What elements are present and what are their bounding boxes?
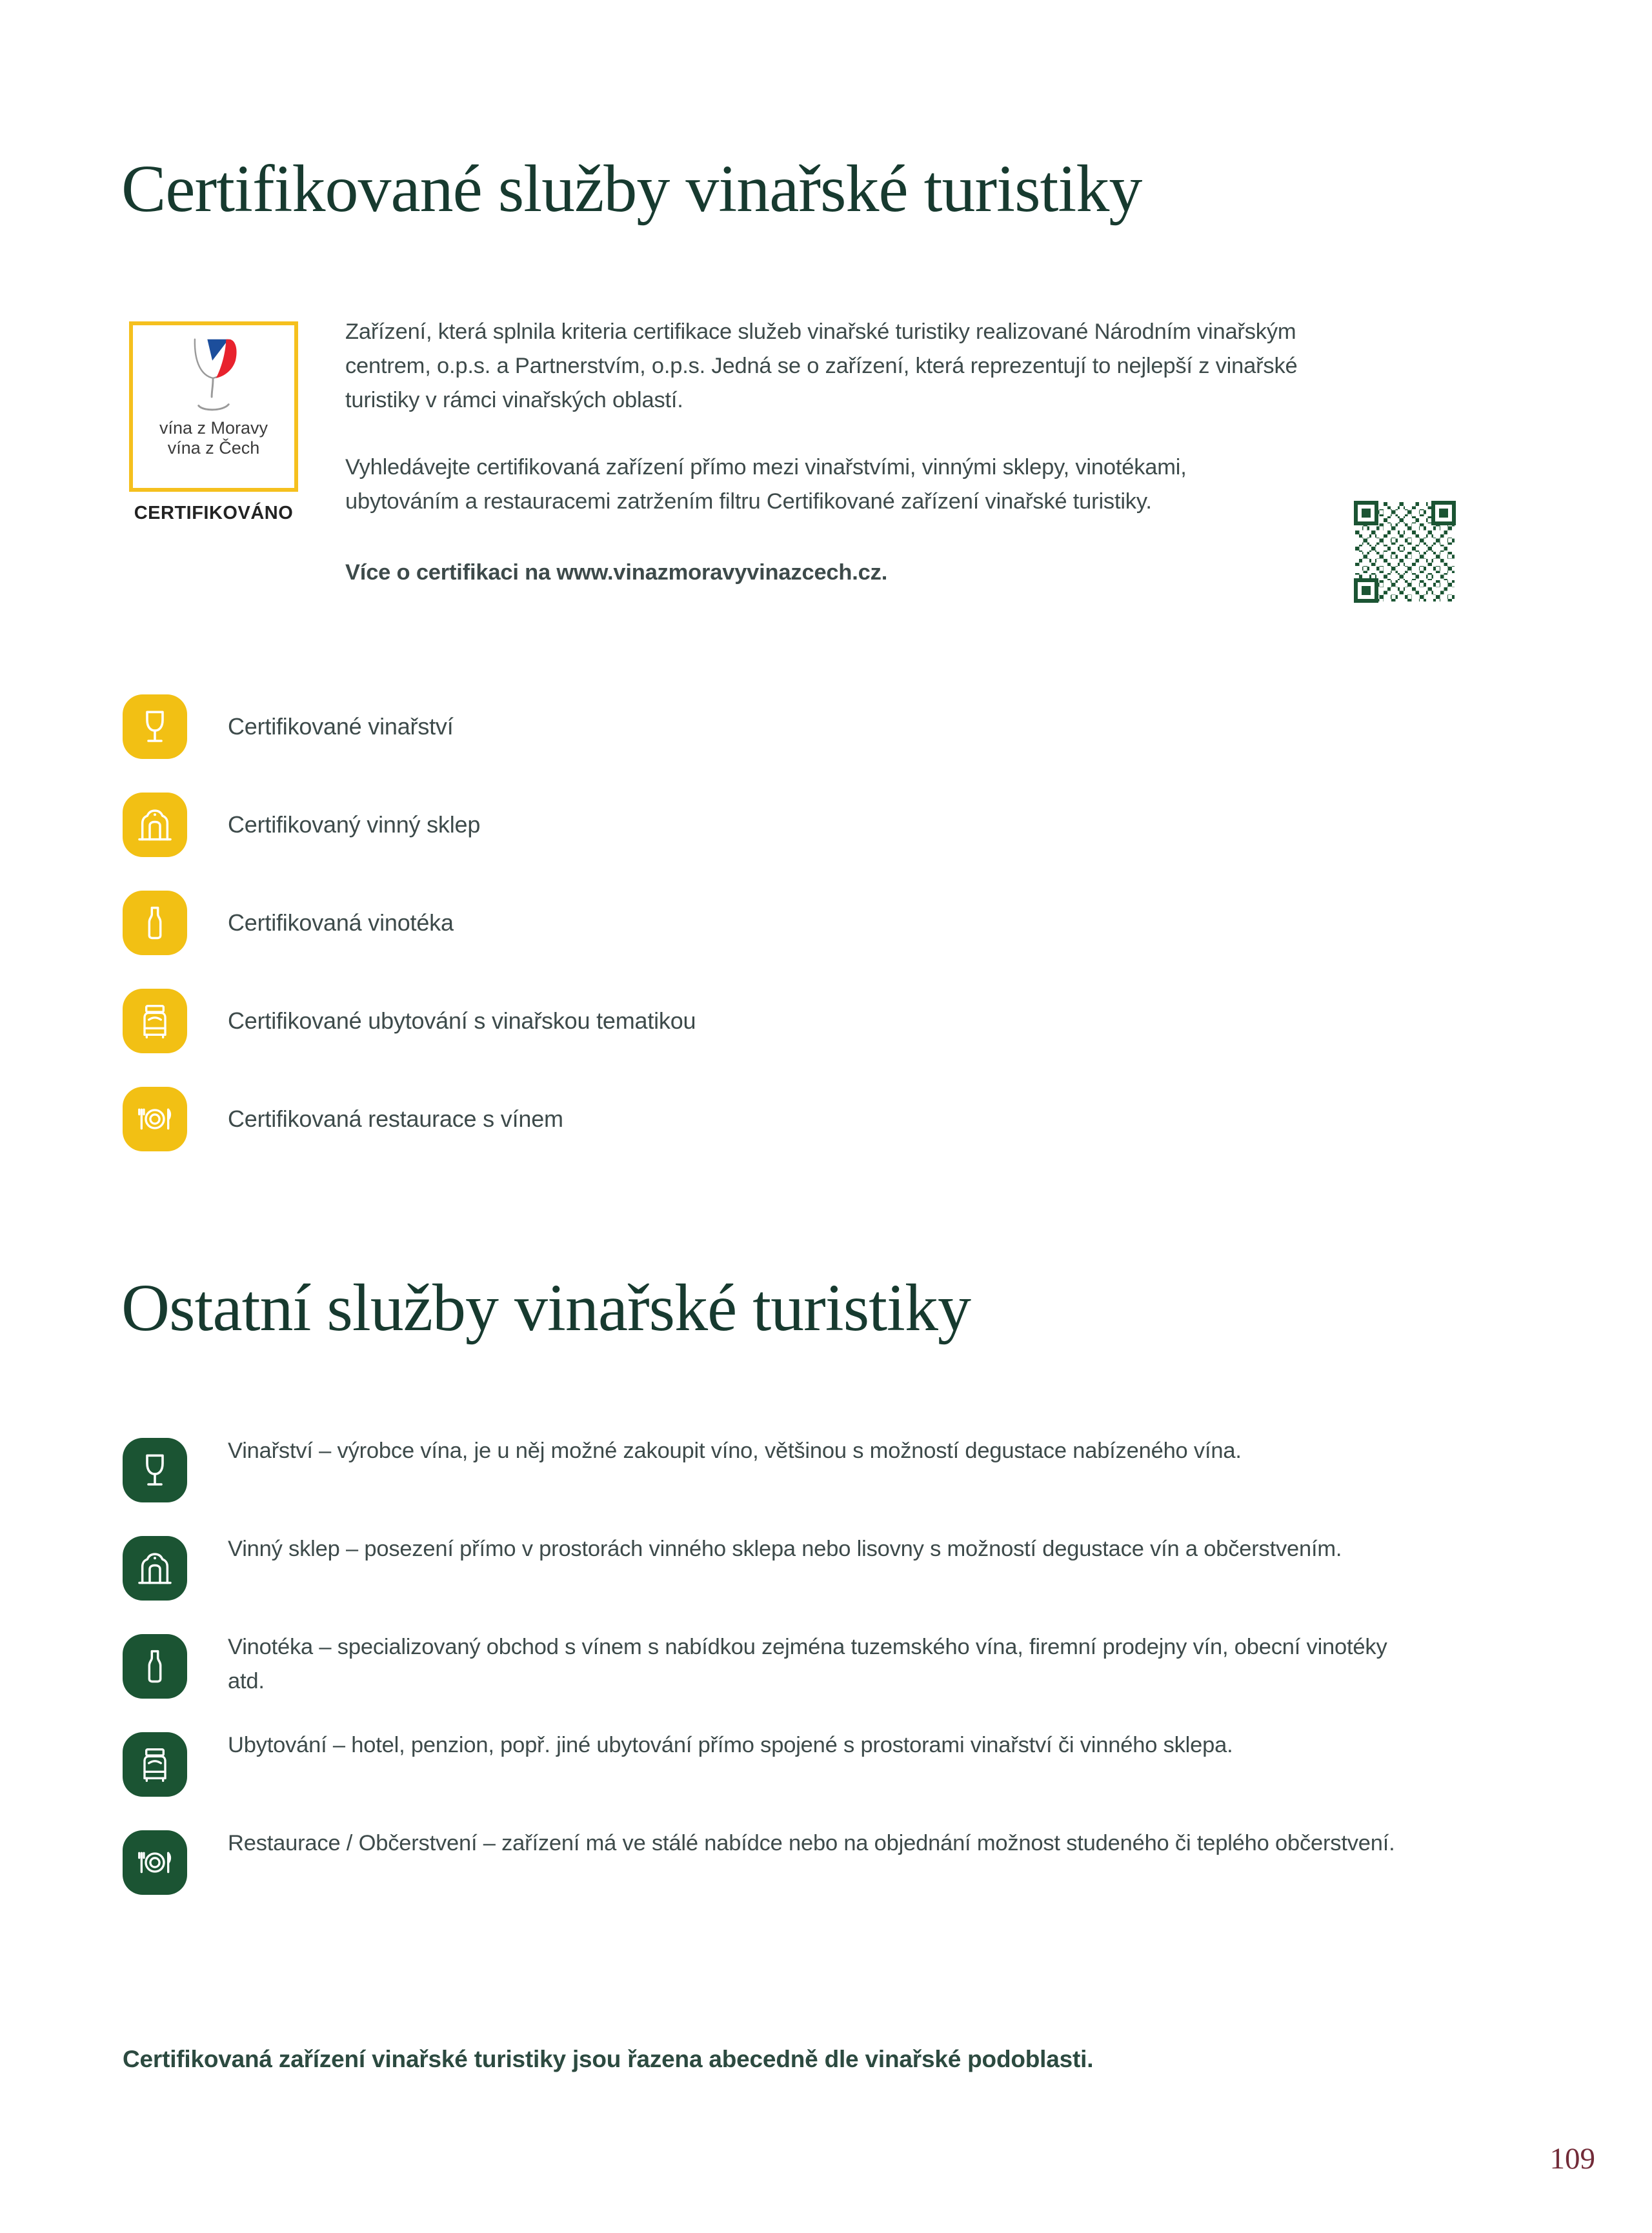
list-item	[123, 1087, 696, 1151]
list-item	[123, 1634, 1433, 1702]
list-item-description: Vinný sklep – posezení přímo v prostorách vinného sklepa nebo lisovny s možností degustace vín a občerstvením.	[228, 1537, 1342, 1561]
list-item-description: Vinařství – výrobce vína, je u něj možné zakoupit víno, většinou s možností degustace nabízeného vína.	[228, 1439, 1242, 1463]
page-number: 109	[1549, 2142, 1595, 2176]
intro-text	[345, 315, 1320, 590]
logo-caption: CERTIFIKOVÁNO	[134, 503, 294, 523]
wine-cellar-icon	[123, 793, 187, 857]
page-title-certified: Certifikované služby vinařské turistiky	[121, 152, 1142, 226]
bed-icon	[123, 989, 187, 1053]
intro-paragraph-2: Vyhledávejte certifikovaná zařízení přímo mezi vinařstvími, vinnými sklepy, vinotékami, ubytováním a restauracemi zatržením filtru Certifikované zařízení vinařské turistiky.	[345, 455, 1187, 514]
intro-paragraph-1: Zařízení, která splnila kriteria certifikace služeb vinařské turistiky realizované Národním vinařským centrem, o.p.s. a Partnerstvím, o.p.s. Jedná se o zařízení, která reprezentují to nejlepší z vinařské turistiky v rámci vinařských oblastí.	[345, 319, 1298, 412]
list-item	[123, 1830, 1433, 1898]
list-item-description: Ubytování – hotel, penzion, popř. jiné ubytování přímo spojené s prostorami vinařství či vinného sklepa.	[228, 1733, 1233, 1757]
logo-text	[159, 418, 268, 458]
certification-link-prefix: Více o certifikaci na	[345, 560, 557, 585]
list-item-label: Certifikovaný vinný sklep	[228, 811, 481, 838]
wine-cellar-icon	[123, 1536, 187, 1601]
certified-logo-box	[129, 321, 298, 492]
wine-glass-logo-icon	[176, 334, 252, 417]
certification-link-line	[345, 556, 1320, 590]
certification-link[interactable]: www.vinazmoravyvinazcech.cz.	[556, 560, 888, 585]
list-item	[123, 1732, 1433, 1800]
wine-bottle-icon	[123, 891, 187, 955]
list-item	[123, 989, 696, 1053]
list-item-description: Restaurace / Občerstvení – zařízení má ve stálé nabídce nebo na objednání možnost studeného či teplého občerstvení.	[228, 1831, 1395, 1855]
list-item	[123, 1536, 1433, 1604]
list-item	[123, 793, 696, 857]
page-title-other: Ostatní služby vinařské turistiky	[121, 1271, 971, 1345]
list-item	[123, 1438, 1433, 1506]
wine-glass-icon	[123, 694, 187, 759]
qr-finder-bottom-left	[1354, 578, 1378, 603]
list-item-label: Certifikovaná vinotéka	[228, 909, 454, 936]
wine-glass-icon	[123, 1438, 187, 1502]
qr-code	[1354, 501, 1456, 603]
list-item	[123, 891, 696, 955]
other-services-list	[123, 1438, 1433, 1898]
logo-text-line2: vína z Čech	[167, 438, 260, 458]
footer-note: Certifikovaná zařízení vinařské turistiky jsou řazena abecedně dle vinařské podoblasti.	[123, 2046, 1094, 2072]
certified-logo	[129, 321, 298, 524]
qr-finder-top-right	[1431, 501, 1456, 525]
list-item	[123, 694, 696, 759]
list-item-label: Certifikovaná restaurace s vínem	[228, 1106, 563, 1132]
list-item-description: Vinotéka – specializovaný obchod s vínem s nabídkou zejména tuzemského vína, firemní prodejny vín, obecní vinotéky atd.	[228, 1635, 1387, 1693]
restaurant-icon	[123, 1830, 187, 1895]
list-item-label: Certifikované ubytování s vinařskou tematikou	[228, 1007, 696, 1034]
logo-text-line1: vína z Moravy	[159, 418, 268, 438]
bed-icon	[123, 1732, 187, 1797]
restaurant-icon	[123, 1087, 187, 1151]
qr-finder-top-left	[1354, 501, 1378, 525]
wine-bottle-icon	[123, 1634, 187, 1699]
list-item-label: Certifikované vinařství	[228, 713, 454, 740]
certified-services-list	[123, 694, 696, 1151]
